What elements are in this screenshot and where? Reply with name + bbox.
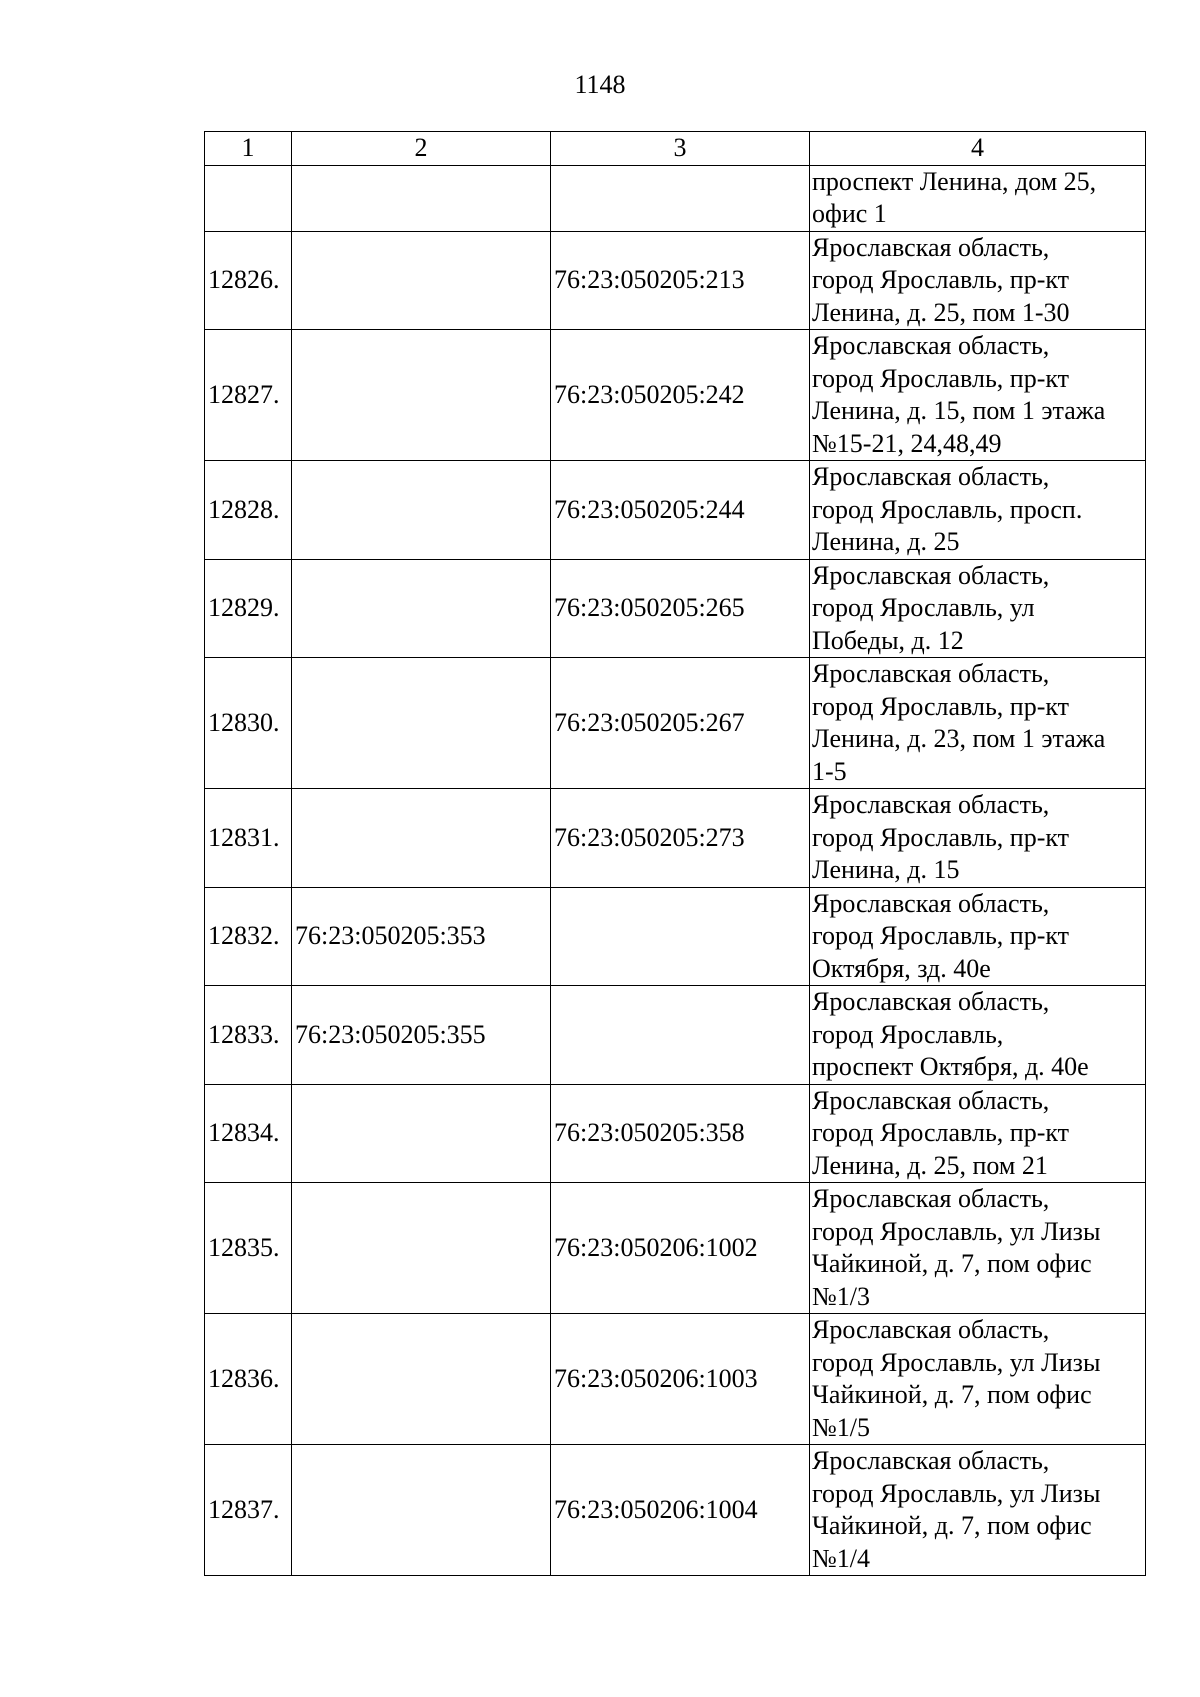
cadastral-number-cell-3 (551, 986, 810, 1085)
table-row (205, 559, 1146, 658)
column-header-1: 1 (205, 132, 292, 166)
address-cell (810, 1314, 1146, 1445)
cadastral-number-cell-3 (551, 887, 810, 986)
registry-table (204, 131, 1146, 1576)
address-line: город Ярославль, пр-кт (812, 363, 1070, 393)
column-header-2: 2 (292, 132, 551, 166)
cadastral-number-cell-2 (292, 231, 551, 330)
address-cell (810, 1445, 1146, 1576)
cadastral-number-cell-2 (292, 559, 551, 658)
cadastral-number-cell-3: 76:23:050205:358 (551, 1084, 810, 1183)
address-line: проспект Октября, д. 40е (812, 1052, 1089, 1081)
cadastral-number-cell-2 (292, 165, 551, 231)
row-number-cell: 12835. (205, 1183, 292, 1314)
address-line: город Ярославль, пр-кт (812, 265, 1070, 294)
address-line: Чайкиной, д. 7, пом офис (812, 1511, 1092, 1540)
cadastral-number-cell-3: 76:23:050205:267 (551, 658, 810, 789)
address-line: город Ярославль, ул Лизы (812, 1216, 1101, 1246)
row-number-cell: 12829. (205, 559, 292, 658)
cadastral-number-cell-3: 76:23:050205:242 (551, 330, 810, 461)
cadastral-number-cell-2: 76:23:050205:355 (292, 986, 551, 1085)
address-cell (810, 986, 1146, 1085)
address-line: город Ярославль, (812, 1019, 1004, 1049)
address-cell (810, 887, 1146, 986)
cadastral-number-cell-3: 76:23:050206:1004 (551, 1445, 810, 1576)
table-row (205, 986, 1146, 1085)
address-line: Ленина, д. 23, пом 1 этажа (812, 724, 1106, 753)
cadastral-number-cell-2 (292, 330, 551, 461)
address-line: город Ярославль, ул Лизы (812, 1478, 1101, 1508)
address-line: Ленина, д. 25 (812, 527, 960, 556)
cadastral-number-cell-3: 76:23:050205:213 (551, 231, 810, 330)
registry-body (205, 165, 1146, 1576)
address-line: 1-5 (812, 756, 847, 786)
row-number-cell: 12827. (205, 330, 292, 461)
address-line: проспект Ленина, дом 25, (812, 166, 1097, 196)
address-line: Ленина, д. 15, пом 1 этажа (812, 396, 1106, 425)
address-line: Чайкиной, д. 7, пом офис (812, 1249, 1092, 1278)
table-row (205, 330, 1146, 461)
table-row (205, 165, 1146, 231)
address-line: Ярославская область, (812, 1085, 1050, 1115)
address-line: Ярославская область, (812, 232, 1050, 262)
row-number-cell: 12837. (205, 1445, 292, 1576)
address-line: офис 1 (812, 199, 887, 228)
row-number-cell: 12833. (205, 986, 292, 1085)
cadastral-number-cell-3: 76:23:050206:1002 (551, 1183, 810, 1314)
address-line: Ленина, д. 25, пом 1-30 (812, 297, 1070, 327)
column-header-4: 4 (810, 132, 1146, 166)
address-line: Ярославская область, (812, 790, 1050, 819)
row-number-cell: 12831. (205, 789, 292, 888)
cadastral-number-cell-3: 76:23:050206:1003 (551, 1314, 810, 1445)
table-row (205, 461, 1146, 560)
address-line: город Ярославль, пр-кт (812, 691, 1070, 721)
address-cell (810, 461, 1146, 560)
address-cell (810, 658, 1146, 789)
address-cell (810, 330, 1146, 461)
table-row (205, 1084, 1146, 1183)
address-line: город Ярославль, ул (812, 593, 1035, 622)
address-cell (810, 231, 1146, 330)
cadastral-number-cell-3 (551, 165, 810, 231)
address-line: Ярославская область, (812, 331, 1050, 360)
table-row (205, 658, 1146, 789)
address-line: Ленина, д. 15 (812, 855, 960, 884)
page-number: 1148 (574, 70, 626, 99)
table-row (205, 789, 1146, 888)
address-line: город Ярославль, пр-кт (812, 1118, 1070, 1147)
address-line: №1/4 (812, 1543, 871, 1573)
address-line: Ленина, д. 25, пом 21 (812, 1150, 1048, 1180)
address-cell (810, 789, 1146, 888)
cadastral-number-cell-2 (292, 789, 551, 888)
cadastral-number-cell-2: 76:23:050205:353 (292, 887, 551, 986)
address-cell (810, 1084, 1146, 1183)
address-line: город Ярославль, просп. (812, 494, 1083, 524)
address-line: Ярославская область, (812, 888, 1050, 918)
address-line: Победы, д. 12 (812, 625, 964, 655)
address-line: №15-21, 24,48,49 (812, 428, 1002, 458)
address-cell (810, 559, 1146, 658)
cadastral-number-cell-3: 76:23:050205:265 (551, 559, 810, 658)
address-cell (810, 165, 1146, 231)
cadastral-number-cell-2 (292, 1445, 551, 1576)
cadastral-number-cell-2 (292, 461, 551, 560)
address-line: Ярославская область, (812, 1184, 1050, 1213)
row-number-cell: 12834. (205, 1084, 292, 1183)
row-number-cell (205, 165, 292, 231)
table-row (205, 231, 1146, 330)
cadastral-number-cell-2 (292, 1084, 551, 1183)
row-number-cell: 12836. (205, 1314, 292, 1445)
address-line: город Ярославль, пр-кт (812, 822, 1070, 852)
address-line: Ярославская область, (812, 987, 1050, 1016)
cadastral-number-cell-3: 76:23:050205:244 (551, 461, 810, 560)
row-number-cell: 12832. (205, 887, 292, 986)
address-line: город Ярославль, пр-кт (812, 921, 1070, 950)
row-number-cell: 12826. (205, 231, 292, 330)
table-row (205, 887, 1146, 986)
address-line: №1/3 (812, 1281, 871, 1311)
cadastral-number-cell-2 (292, 658, 551, 789)
address-line: Ярославская область, (812, 462, 1050, 491)
address-line: Ярославская область, (812, 1446, 1050, 1475)
cadastral-number-cell-2 (292, 1183, 551, 1314)
cadastral-number-cell-3: 76:23:050205:273 (551, 789, 810, 888)
address-line: №1/5 (812, 1412, 871, 1442)
address-line: Октября, зд. 40е (812, 953, 991, 983)
address-line: Ярославская область, (812, 1315, 1050, 1344)
row-number-cell: 12830. (205, 658, 292, 789)
row-number-cell: 12828. (205, 461, 292, 560)
address-cell (810, 1183, 1146, 1314)
table-row (205, 1183, 1146, 1314)
table-row (205, 1314, 1146, 1445)
table-header-row (205, 132, 1146, 166)
table-row (205, 1445, 1146, 1576)
cadastral-number-cell-2 (292, 1314, 551, 1445)
address-line: Чайкиной, д. 7, пом офис (812, 1380, 1092, 1409)
column-header-3: 3 (551, 132, 810, 166)
address-line: город Ярославль, ул Лизы (812, 1347, 1101, 1377)
address-line: Ярославская область, (812, 560, 1050, 590)
address-line: Ярославская область, (812, 659, 1050, 688)
